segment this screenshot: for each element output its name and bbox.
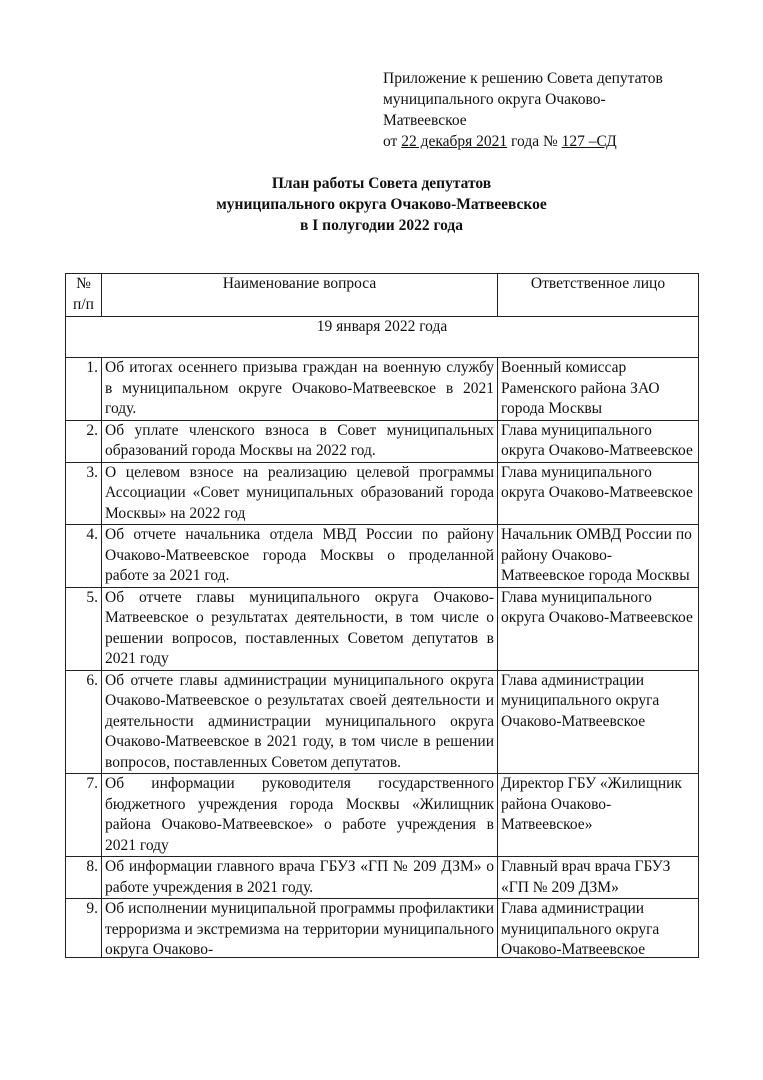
row-responsible: Глава администрации муниципального округа Очаково-Матвеевское xyxy=(498,670,699,774)
row-number: 4. xyxy=(66,525,102,588)
number-prefix: года № xyxy=(507,133,562,150)
row-responsible: Директор ГБУ «Жилищник района Очаково-Матвеевское» xyxy=(498,774,699,857)
row-number: 9. xyxy=(66,899,102,958)
title-line-3: в I полугодии 2022 года xyxy=(299,217,464,234)
row-question: Об отчете главы администрации муниципального округа Очаково-Матвеевское о результатах своей деятельности и деятельности администрации муниципального округа Очаково-Матвеевское в 2021 году, в том числе в решении вопросов, поставленных Советом депутатов. xyxy=(102,670,498,774)
row-responsible: Главный врач врача ГБУЗ «ГП № 209 ДЗМ» xyxy=(498,857,699,899)
appendix-line-3: Матвеевское xyxy=(383,112,467,129)
table-row xyxy=(66,899,699,958)
row-responsible: Глава муниципального округа Очаково-Матвеевское xyxy=(498,420,699,462)
row-question: Об отчете главы муниципального округа Очаково-Матвеевское о результатах деятельности, в том числе о решении вопросов, поставленных Советом депутатов в 2021 году xyxy=(102,587,498,670)
table-header-row xyxy=(66,274,699,317)
row-responsible: Глава муниципального округа Очаково-Матвеевское xyxy=(498,462,699,525)
row-question: О целевом взносе на реализацию целевой программы Ассоциации «Совет муниципальных образований города Москвы» на 2022 год xyxy=(102,462,498,525)
row-question: Об информации главного врача ГБУЗ «ГП № 209 ДЗМ» о работе учреждения в 2021 году. xyxy=(102,857,498,899)
table-row xyxy=(66,587,699,670)
table-row xyxy=(66,462,699,525)
table-row xyxy=(66,857,699,899)
row-responsible: Начальник ОМВД России по району Очаково-Матвеевское города Москвы xyxy=(498,525,699,588)
appendix-line-1: Приложение к решению Совета депутатов xyxy=(383,70,663,87)
row-number: 8. xyxy=(66,857,102,899)
date-prefix: от xyxy=(383,133,402,150)
row-number: 7. xyxy=(66,774,102,857)
appendix-line-4 xyxy=(383,131,683,152)
appendix-note xyxy=(383,68,683,152)
decision-date: 22 декабря 2021 xyxy=(401,133,508,150)
row-question: Об уплате членского взноса в Совет муниципальных образований города Москвы на 2022 год. xyxy=(102,420,498,462)
work-plan-table xyxy=(65,273,699,958)
row-responsible: Глава муниципального округа Очаково-Матвеевское xyxy=(498,587,699,670)
row-question-text: Об исполнении муниципальной программы профилактики терроризма и экстремизма на территории муниципального округа Очаково- xyxy=(105,900,494,957)
table-row xyxy=(66,670,699,774)
header-responsible: Ответственное лицо xyxy=(498,274,699,317)
header-num: № п/п xyxy=(66,274,102,317)
appendix-line-2: муниципального округа Очаково- xyxy=(383,91,606,108)
row-responsible-text: Глава администрации муниципального округа Очаково-Матвеевское xyxy=(501,900,660,957)
title-line-2: муниципального округа Очаково-Матвеевское xyxy=(216,196,547,213)
table-row xyxy=(66,525,699,588)
document-title xyxy=(0,173,763,236)
table-row xyxy=(66,420,699,462)
table-row xyxy=(66,774,699,857)
section-date: 19 января 2022 года xyxy=(66,317,699,358)
row-responsible: Военный комиссар Раменского района ЗАО города Москвы xyxy=(498,358,699,421)
row-question xyxy=(102,899,498,958)
row-number: 3. xyxy=(66,462,102,525)
row-number: 6. xyxy=(66,670,102,774)
title-line-1: План работы Совета депутатов xyxy=(271,175,492,192)
row-question: Об отчете начальника отдела МВД России по району Очаково-Матвеевское города Москвы о проделанной работе за 2021 год. xyxy=(102,525,498,588)
header-question: Наименование вопроса xyxy=(102,274,498,317)
table-row xyxy=(66,358,699,421)
row-responsible xyxy=(498,899,699,958)
section-date-row xyxy=(66,317,699,358)
row-number: 5. xyxy=(66,587,102,670)
row-number: 2. xyxy=(66,420,102,462)
row-number: 1. xyxy=(66,358,102,421)
row-question: Об информации руководителя государственного бюджетного учреждения города Москвы «Жилищник района Очаково-Матвеевское» о работе учреждения в 2021 году xyxy=(102,774,498,857)
decision-number: 127 –СД xyxy=(561,133,617,150)
row-question: Об итогах осеннего призыва граждан на военную службу в муниципальном округе Очаково-Матвеевское в 2021 году. xyxy=(102,358,498,421)
